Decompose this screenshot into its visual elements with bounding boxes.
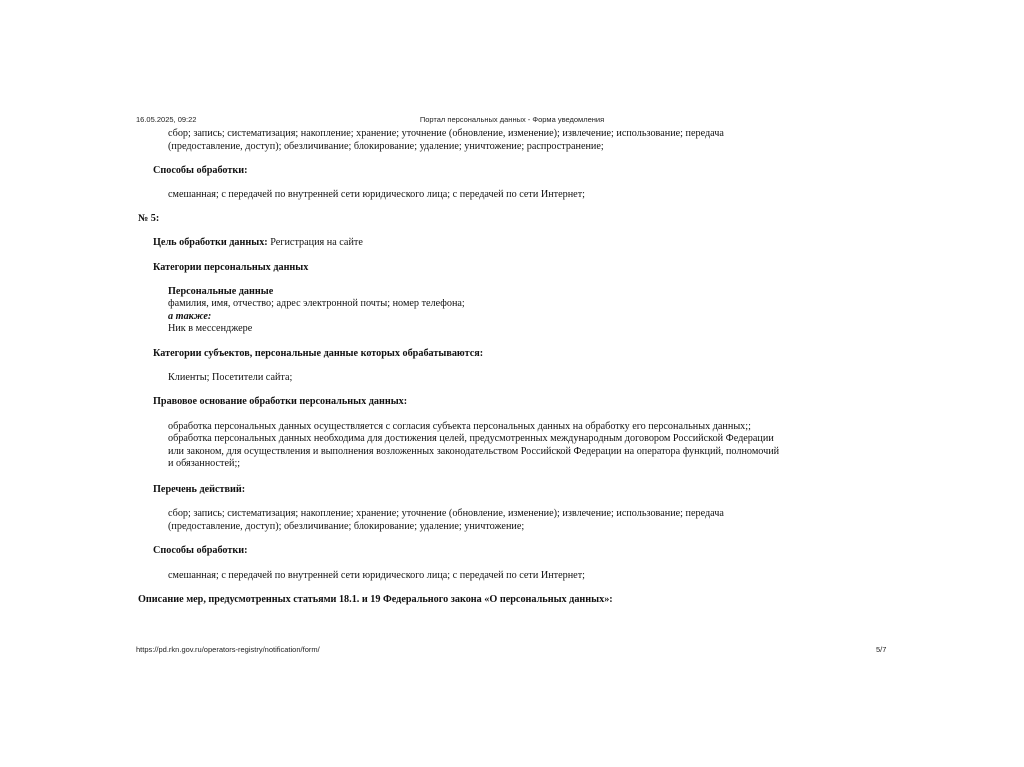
print-header-title: Портал персональных данных - Форма уведомления — [419, 115, 605, 124]
page-number: 5/7 — [876, 645, 887, 654]
actions-line-1: сбор; запись; систематизация; накопление; хранение; уточнение (обновление, изменение); извлечение; использование; передача — [168, 508, 724, 519]
legal-basis-line-1: обработка персональных данных осуществляется с согласия субъекта персональных данных на обработку его персональных данных;; — [168, 421, 751, 432]
footer-url: https://pd.rkn.gov.ru/operators-registry/notification/form/ — [136, 645, 320, 654]
purpose-label: Цель обработки данных: — [153, 237, 268, 248]
legal-basis-line-2: обработка персональных данных необходима для достижения целей, предусмотренных международным договором Российской Федерации — [168, 433, 774, 444]
methods-value: смешанная; с передачей по внутренней сети юридического лица; с передачей по сети Интернет; — [168, 570, 585, 581]
categories-heading: Категории персональных данных — [153, 262, 309, 273]
actions-line-2: (предоставление, доступ); обезличивание; блокирование; удаление; уничтожение; — [168, 521, 525, 532]
also-label: а также: — [168, 311, 212, 322]
methods-heading: Способы обработки: — [153, 545, 248, 556]
prev-methods-value: смешанная; с передачей по внутренней сети юридического лица; с передачей по сети Интернет; — [168, 189, 585, 200]
purpose-row — [153, 237, 363, 249]
purpose-value: Регистрация на сайте — [267, 237, 363, 248]
pd-label: Персональные данные — [168, 286, 274, 297]
print-datetime: 16.05.2025, 09:22 — [136, 115, 197, 124]
prev-actions-line-2: (предоставление, доступ); обезличивание; блокирование; удаление; уничтожение; распространение; — [168, 141, 604, 152]
item-number: № 5: — [138, 213, 160, 224]
legal-basis-heading: Правовое основание обработки персональных данных: — [153, 396, 408, 407]
legal-basis-line-4: и обязанностей;; — [168, 458, 241, 469]
subjects-heading: Категории субъектов, персональные данные которых обрабатываются: — [153, 348, 484, 359]
subjects-value: Клиенты; Посетители сайта; — [168, 372, 293, 383]
also-value: Ник в мессенджере — [168, 323, 253, 334]
prev-methods-heading: Способы обработки: — [153, 165, 248, 176]
legal-basis-line-3: или законом, для осуществления и выполнения возложенных законодательством Российской Федерации на оператора функций, полномочий — [168, 446, 780, 457]
actions-heading: Перечень действий: — [153, 484, 246, 495]
prev-actions-line-1: сбор; запись; систематизация; накопление; хранение; уточнение (обновление, изменение); извлечение; использование; передача — [168, 128, 724, 139]
measures-heading: Описание мер, предусмотренных статьями 18.1. и 19 Федерального закона «О персональных данных»: — [138, 594, 613, 605]
pd-value: фамилия, имя, отчество; адрес электронной почты; номер телефона; — [168, 298, 465, 309]
